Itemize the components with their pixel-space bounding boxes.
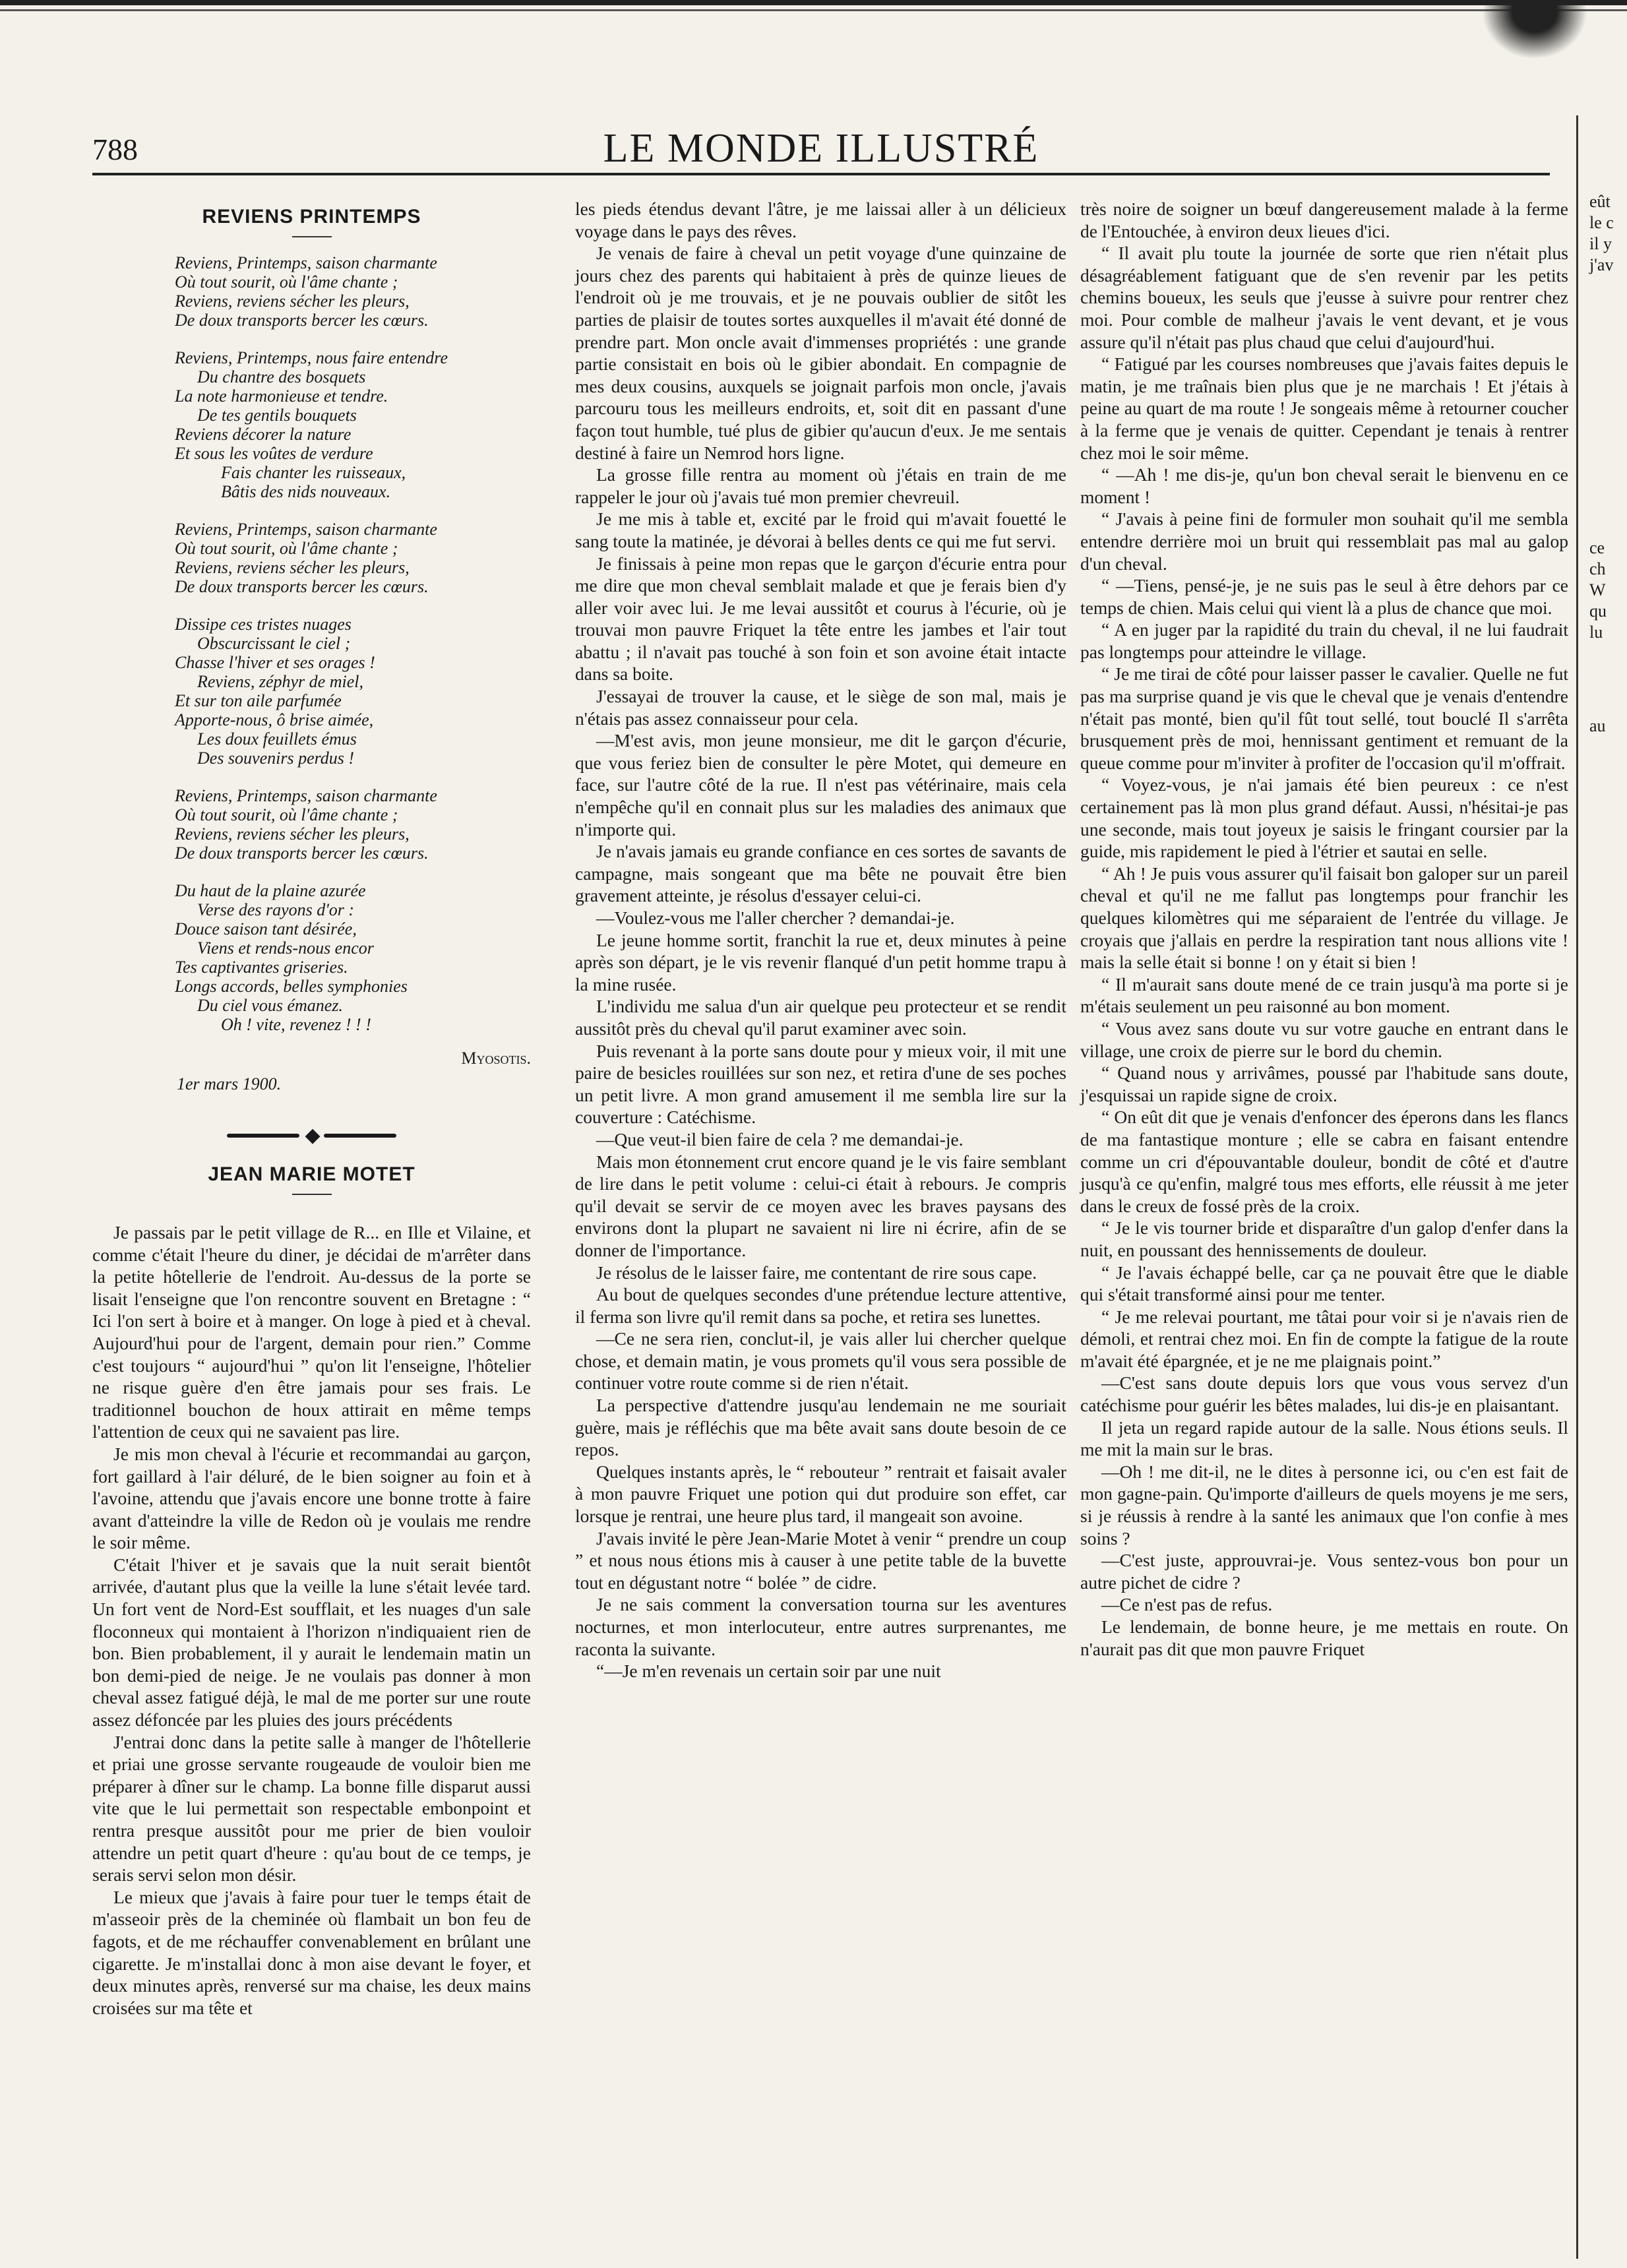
story-paragraph: très noire de soigner un bœuf dangereusement malade à la ferme de l'Entouchée, à environ deux lieues d'ici. bbox=[1080, 199, 1568, 241]
story-paragraph: J'essayai de trouver la cause, et le siège de son mal, mais je n'étais pas assez connaisseur pour cela. bbox=[575, 686, 1066, 729]
story-paragraph: —Voulez-vous me l'aller chercher ? demandai-je. bbox=[596, 907, 955, 928]
poem-date: 1er mars 1900. bbox=[177, 1074, 282, 1094]
story-paragraph: Je venais de faire à cheval un petit voyage d'une quinzaine de jours chez des parents qui habitaient à près de quinze lieues de l'endroit où je me trouvais, et je ne pouvais oublier de sitôt les parties de plaisir de toutes sortes auxquelles il m'avait été donné de prendre part. Mon oncle avait d'immenses propriétés : une grande partie consistait en bois où le gibier abondait. En compagnie de mes deux cousins, auxquels se joignait parfois mon oncle, j'avais parcouru tous les meilleurs endroits, et, soit dit en passant d'une façon tout humble, tué plus de gibier qu'aucun d'eux. Je me sentais destiné à faire un Nemrod hors ligne. bbox=[575, 243, 1066, 463]
story-paragraph: “ Ah ! Je puis vous assurer qu'il faisait bon galoper sur un pareil cheval et qu'il ne me fallut pas longtemps pour franchir les quelques kilomètres qui me séparaient de l'entrée du village. Je croyais que j'allais en perdre la respiration tant nous allions vite ! mais la selle était si bonne ! on y était si bien ! bbox=[1080, 863, 1568, 973]
story-paragraph: J'avais invité le père Jean-Marie Motet à venir “ prendre un coup ” et nous nous étions mis à causer à une petite table de la buvette tout en dégustant notre “ bolée ” de cidre. bbox=[575, 1527, 1066, 1593]
poem-line: Du ciel vous émanez. bbox=[197, 995, 343, 1015]
poem-line: Chasse l'hiver et ses orages ! bbox=[175, 652, 375, 672]
poem-line: De doux transports bercer les cœurs. bbox=[175, 576, 429, 596]
poem-line: Du chantre des bosquets bbox=[197, 367, 366, 386]
poem-line: Fais chanter les ruisseaux, bbox=[221, 462, 406, 482]
edge-fragment-text: qu bbox=[1589, 601, 1607, 621]
edge-fragment-text: au bbox=[1589, 716, 1606, 735]
story-paragraph: “ Vous avez sans doute vu sur votre gauche en entrant dans le village, une croix de pierre sur le bord du chemin. bbox=[1080, 1018, 1568, 1061]
poem-line: Reviens, reviens sécher les pleurs, bbox=[175, 291, 410, 311]
story-paragraph: “ Quand nous y arrivâmes, poussé par l'habitude sans doute, j'esquissai un rapide signe de croix. bbox=[1080, 1062, 1568, 1105]
column-2 bbox=[575, 198, 1066, 1682]
poem-line: Obscurcissant le ciel ; bbox=[197, 633, 351, 653]
edge-fragment-text: il y bbox=[1589, 234, 1612, 253]
poem-line: Tes captivantes griseries. bbox=[175, 957, 348, 977]
story-paragraph: “ Je me relevai pourtant, me tâtai pour voir si je n'avais rien de démoli, et rentrai chez moi. En fin de compte la fatigue de la route m'avait été épargnée, et je ne me plaignais point.” bbox=[1080, 1306, 1568, 1371]
poem-line: Viens et rends-nous encor bbox=[197, 938, 374, 958]
story-paragraph: Je ne sais comment la conversation tourna sur les aventures nocturnes, et mon interlocuteur, entre autres surprenantes, me raconta la suivante. bbox=[575, 1594, 1066, 1659]
poem-line: Longs accords, belles symphonies bbox=[175, 976, 408, 996]
story-paragraph: C'était l'hiver et je savais que la nuit serait bientôt arrivée, d'autant plus que la veille la lune s'était levée tard. Un fort vent de Nord-Est soufflait, et les nuages d'un sale floconneux qui montaient à l'horizon n'indiquaient rien de bon. Bien probablement, il y aurait le lendemain matin un bon demi-pied de neige. Je ne voulais pas donner à mon cheval assez fatigué déjà, le mal de me porter sur une route assez défoncée par les pluies des jours précédents bbox=[92, 1554, 531, 1731]
poem-line: Où tout sourit, où l'âme chante ; bbox=[175, 272, 398, 291]
masthead: LE MONDE ILLUSTRÉ bbox=[603, 126, 1039, 171]
story-paragraph: —Que veut-il bien faire de cela ? me demandai-je. bbox=[596, 1128, 964, 1149]
poem-line: Reviens, reviens sécher les pleurs, bbox=[175, 824, 410, 843]
story-paragraph: “ J'avais à peine fini de formuler mon souhait qu'il me sembla entendre derrière moi un bruit qui ressemblait pas mal au galop d'un cheval. bbox=[1080, 508, 1568, 574]
story-paragraph: “ On eût dit que je venais d'enfoncer des éperons dans les flancs de ma fantastique monture ; elle se cabra en faisant entendre comme un cri d'épouvantable douleur, bondit de côté et d'autre jusqu'à ce qu'enfin, malgré tous mes efforts, elle réussit à me jeter dans le creux de fossé près de la croix. bbox=[1080, 1107, 1568, 1216]
story-paragraph: —Oh ! me dit-il, ne le dites à personne ici, ou c'en est fait de mon gagne-pain. Qu'importe d'ailleurs de quels moyens je me sers, si je réussis à rendre à la santé les animaux que l'on confie à mes soins ? bbox=[1080, 1461, 1568, 1548]
story-paragraph: Puis revenant à la porte sans doute pour y mieux voir, il mit une paire de besicles rouillées sur son nez, et retira d'une de ses poches un petit livre. A mon grand amusement il me sembla lire sur la couverture : Catéchisme. bbox=[575, 1040, 1066, 1128]
poem-line: Et sous les voûtes de verdure bbox=[175, 443, 373, 463]
ink-blot bbox=[1482, 0, 1587, 59]
story-paragraph: La perspective d'attendre jusqu'au lendemain ne me souriait guère, mais je réfléchis que ma bête avait sans doute besoin de ce repos. bbox=[575, 1395, 1066, 1460]
poem-line: Des souvenirs perdus ! bbox=[197, 748, 355, 768]
poem-line: De doux transports bercer les cœurs. bbox=[175, 843, 429, 863]
edge-fragment-text: j'av bbox=[1589, 255, 1614, 274]
page-number: 788 bbox=[92, 133, 138, 166]
poem-line: Verse des rayons d'or : bbox=[197, 900, 355, 919]
poem-line: Apporte-nous, ô brise aimée, bbox=[175, 710, 374, 729]
story-paragraph: Je me mis à table et, excité par le froid qui m'avait fouetté le sang toute la matinée, je dévorai à belles dents ce qui me fut servi. bbox=[575, 508, 1066, 551]
poem-line: Reviens, Printemps, saison charmante bbox=[175, 785, 437, 805]
poem-stanza bbox=[175, 520, 531, 596]
story-paragraph: “—Je m'en revenais un certain soir par une nuit bbox=[596, 1661, 941, 1682]
story-paragraph: Le jeune homme sortit, franchit la rue et, deux minutes à peine après son départ, je le vis revenir flanqué d'un petit homme trapu à la mine rusée. bbox=[575, 929, 1066, 995]
story-paragraph: —Ce n'est pas de refus. bbox=[1101, 1594, 1273, 1615]
poem-title: REVIENS PRINTEMPS bbox=[202, 206, 421, 228]
story-paragraph: “ Je me tirai de côté pour laisser passer le cavalier. Quelle ne fut pas ma surprise quand je vis que le cheval que je venais d'entendre n'était pas monté, bien qu'il fût tout sellé, tout bouclé Il s'arrêta brusquement près de moi, hennissant gentiment et remuant de la queue comme pour m'inviter à profiter de l'occasion qu'il m'offrait. bbox=[1080, 663, 1568, 773]
column-1 bbox=[92, 198, 531, 2019]
story-paragraph: “ Il m'aurait sans doute mené de ce train jusqu'à ma porte si je m'étais seulement un peu raisonné au bon moment. bbox=[1080, 973, 1568, 1017]
poem-line: Reviens, Printemps, nous faire entendre bbox=[175, 348, 448, 367]
poem-signature: Myosotis. bbox=[461, 1048, 531, 1068]
story-paragraph: Je passais par le petit village de R... en Ille et Vilaine, et comme c'était l'heure du diner, je décidai de m'arrêter dans la petite hôtellerie de l'endroit. Au-dessus de la porte se lisait l'enseigne que l'on rencontre souvent en Bretagne : “ Ici l'on sert à boire et à manger. On loge à pied et à cheval. Aujourd'hui pour de l'argent, demain pour rien.” Comme c'est toujours “ aujourd'hui ” qu'on lit l'enseigne, l'hôtelier ne risque guère d'en être jamais pour ses frais. Le traditionnel bouchon de houx attirait en même temps l'attention de ceux qui ne savaient pas lire. bbox=[92, 1221, 531, 1442]
poem-line: Douce saison tant désirée, bbox=[175, 919, 357, 938]
poem-line: Où tout sourit, où l'âme chante ; bbox=[175, 805, 398, 824]
story-paragraph: “ Je le vis tourner bride et disparaître d'un galop d'enfer dans la nuit, en poussant des hennissements de douleur. bbox=[1080, 1217, 1568, 1260]
story-paragraph: J'entrai donc dans la petite salle à manger de l'hôtellerie et priai une grosse servante rougeaude de vouloir bien me préparer à dîner sur le champ. La bonne fille disparut aussi vite que le lui permettait son respectable embonpoint et rentra presque aussitôt pour me prier de bien vouloir attendre un petit quart d'heure : qu'au bout de ce temps, je serais servi selon mon désir. bbox=[92, 1731, 531, 1885]
page-top-edge bbox=[0, 0, 1627, 20]
poem-line: Dissipe ces tristes nuages bbox=[175, 614, 352, 634]
edge-fragment-text: ch bbox=[1589, 559, 1606, 578]
poem-line: Les doux feuillets émus bbox=[197, 729, 357, 749]
story-paragraph: La grosse fille rentra au moment où j'étais en train de me rappeler le jour où j'avais tué mon premier chevreuil. bbox=[575, 464, 1066, 507]
story-paragraph: Je résolus de le laisser faire, me contentant de rire sous cape. bbox=[596, 1262, 1037, 1283]
story-paragraph: “ —Ah ! me dis-je, qu'un bon cheval serait le bienvenu en ce moment ! bbox=[1080, 464, 1568, 507]
edge-fragment-text: ce bbox=[1589, 538, 1605, 557]
story-paragraph: Au bout de quelques secondes d'une prétendue lecture attentive, il ferma son livre qu'il remit dans sa poche, et retira ses lunettes. bbox=[575, 1284, 1066, 1327]
header-rule bbox=[92, 173, 1550, 175]
story-paragraph: —C'est juste, approuvrai-je. Vous sentez-vous bon pour un autre pichet de cidre ? bbox=[1080, 1550, 1568, 1593]
story-paragraph: —M'est avis, mon jeune monsieur, me dit le garçon d'écurie, que vous feriez bien de consulter le père Motet, qui demeure en face, sur l'autre côté de la rue. Il n'est pas vétérinaire, mais cela n'empêche qu'il en connait plus sur les maladies des animaux que n'importe qui. bbox=[575, 730, 1066, 840]
title-rule bbox=[292, 1194, 332, 1195]
poem-line: Et sur ton aile parfumée bbox=[175, 690, 342, 710]
story-paragraph: “ Voyez-vous, je n'ai jamais été bien peureux : ce n'est certainement pas là mon plus grand défaut. Aussi, n'hésitai-je pas une seconde, mais tout joyeux je saisis le fringant coursier par la guide, mis rapidement le pied à l'étrier et sautai en selle. bbox=[1080, 774, 1568, 862]
story-paragraph: Je mis mon cheval à l'écurie et recommandai au garçon, fort gaillard à l'air déluré, de le bien soigner au foin et à l'avoine, attendu que j'avais encore une bonne trotte à faire avant d'atteindre la ville de Redon où je voulais me rendre le soir même. bbox=[92, 1443, 531, 1553]
poem-body bbox=[175, 253, 531, 1034]
story-title: JEAN MARIE MOTET bbox=[208, 1163, 415, 1186]
story-paragraph: Je finissais à peine mon repas que le garçon d'écurie entra pour me dire que mon cheval semblait malade et que je ferais bien d'y aller voir avec lui. Je me levai aussitôt et courus à l'écurie, où je trouvai mon pauvre Friquet la tête entre les jambes et l'air tout abattu ; il n'avait pas touché à son foin et son avoine était intacte dans sa boite. bbox=[575, 553, 1066, 685]
story-paragraph: L'individu me salua d'un air quelque peu protecteur et se rendit aussitôt près du cheval qu'il parut examiner avec soin. bbox=[575, 996, 1066, 1039]
poem-line: Bâtis des nids nouveaux. bbox=[221, 481, 391, 501]
poem-line: Reviens, Printemps, saison charmante bbox=[175, 253, 437, 272]
section-ornament: ◆ bbox=[92, 1122, 531, 1147]
story-paragraph: —Ce ne sera rien, conclut-il, je vais aller lui chercher quelque chose, et demain matin, je vous promets qu'il vous sera possible de continuer votre route comme si de rien n'était. bbox=[575, 1328, 1066, 1394]
adjacent-page-fragment bbox=[1589, 716, 1606, 737]
poem-line: Reviens, Printemps, saison charmante bbox=[175, 519, 437, 539]
title-rule bbox=[292, 236, 332, 237]
poem-line: De tes gentils bouquets bbox=[197, 405, 357, 425]
poem-stanza bbox=[175, 348, 531, 501]
poem-line: De doux transports bercer les cœurs. bbox=[175, 310, 429, 330]
column-gutter-rule bbox=[1576, 115, 1578, 2259]
story-paragraph: Le mieux que j'avais à faire pour tuer le temps était de m'asseoir près de la cheminée où flambait un bon feu de fagots, et de me réchauffer convenablement en brûlant une cigarette. Je m'installai donc à mon aise devant le foyer, et deux minutes après, renversé sur ma chaise, les deux mains croisées sur ma tête et bbox=[92, 1886, 531, 2018]
story-paragraph: Mais mon étonnement crut encore quand je le vis faire semblant de lire dans le petit volume : celui-ci était à rebours. Je compris qu'il devait se servir de ce moyen avec les braves paysans des environs dont la plupart ne savaient ni lire ni écrire, afin de se donner de l'importance. bbox=[575, 1151, 1066, 1260]
poem-line: Reviens, reviens sécher les pleurs, bbox=[175, 557, 410, 577]
poem-stanza bbox=[175, 615, 531, 768]
column-3 bbox=[1080, 198, 1568, 1660]
story-paragraph: “ Fatigué par les courses nombreuses que j'avais faites depuis le matin, je me traînais bien plus que je ne marchais ! Et j'étais à peine au quart de ma route ! Je songeais même à retourner coucher à la ferme que je venais de quitter. Cependant je tenais à rentrer chez moi le soir même. bbox=[1080, 353, 1568, 463]
story-paragraph: Quelques instants après, le “ rebouteur ” rentrait et faisait avaler à mon pauvre Friquet une potion qui dut produire son effet, car lorsque je rentrai, une heure plus tard, il mangeait son avoine. bbox=[575, 1461, 1066, 1527]
poem-stanza bbox=[175, 786, 531, 863]
story-paragraph: “ —Tiens, pensé-je, je ne suis pas le seul à être dehors par ce temps de chien. Mais celui qui vient là a plus de chance que moi. bbox=[1080, 575, 1568, 618]
poem-line: Oh ! vite, revenez ! ! ! bbox=[221, 1014, 371, 1034]
poem-line: La note harmonieuse et tendre. bbox=[175, 386, 388, 406]
story-paragraph: “ A en juger par la rapidité du train du cheval, il ne lui faudrait pas longtemps pour atteindre le village. bbox=[1080, 619, 1568, 662]
story-col3 bbox=[1080, 198, 1568, 1660]
poem-stanza bbox=[175, 881, 531, 1034]
adjacent-page-fragment bbox=[1589, 191, 1614, 276]
story-col1 bbox=[92, 1221, 531, 2019]
story-paragraph: les pieds étendus devant l'âtre, je me laissai aller à un délicieux voyage dans le pays des rêves. bbox=[575, 199, 1066, 241]
poem-line: Du haut de la plaine azurée bbox=[175, 880, 366, 900]
edge-fragment-text: W bbox=[1589, 580, 1606, 599]
story-paragraph: Il jeta un regard rapide autour de la salle. Nous étions seuls. Il me mit la main sur le bras. bbox=[1080, 1417, 1568, 1460]
poem-line: Où tout sourit, où l'âme chante ; bbox=[175, 538, 398, 558]
poem-stanza bbox=[175, 253, 531, 330]
story-col2 bbox=[575, 198, 1066, 1682]
story-paragraph: “ Je l'avais échappé belle, car ça ne pouvait être que le diable qui s'était transformé ainsi pour me tenter. bbox=[1080, 1262, 1568, 1305]
page-header bbox=[92, 125, 1550, 171]
adjacent-page-fragment bbox=[1589, 537, 1607, 643]
poem-line: Reviens décorer la nature bbox=[175, 424, 352, 444]
edge-fragment-text: lu bbox=[1589, 623, 1603, 642]
edge-fragment-text: le c bbox=[1589, 213, 1614, 232]
story-paragraph: Le lendemain, de bonne heure, je me mettais en route. On n'aurait pas dit que mon pauvre Friquet bbox=[1080, 1616, 1568, 1659]
poem-line: Reviens, zéphyr de miel, bbox=[197, 671, 363, 691]
story-paragraph: Je n'avais jamais eu grande confiance en ces sortes de savants de campagne, mais songeant que ma bête ne pouvait être bien gravement atteinte, je résolus d'essayer celui-ci. bbox=[575, 841, 1066, 906]
story-paragraph: “ Il avait plu toute la journée de sorte que rien n'était plus désagréablement fatiguant que de s'en revenir par les petits chemins boueux, les seuls que j'eusse à suivre pour rentrer chez moi. Pour comble de malheur j'avais le vent devant, et je vous assure qu'il n'était pas plus chaud que celui d'aujourd'hui. bbox=[1080, 243, 1568, 352]
story-paragraph: —C'est sans doute depuis lors que vous vous servez d'un catéchisme pour guérir les bêtes malades, lui dis-je en plaisantant. bbox=[1080, 1372, 1568, 1416]
edge-fragment-text: eût bbox=[1589, 192, 1611, 211]
